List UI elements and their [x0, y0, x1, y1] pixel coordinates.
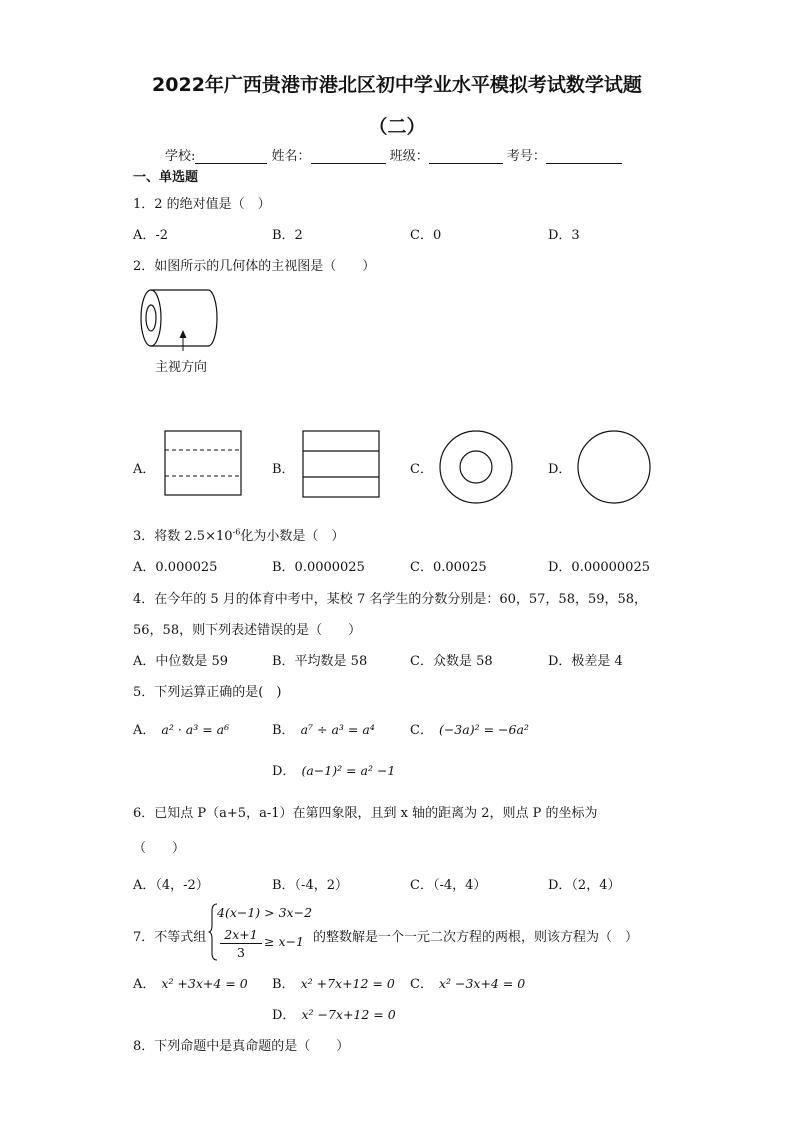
q3-option-b: B．0.0000025	[272, 560, 365, 575]
q2-option-c: C．	[410, 462, 433, 477]
q1-stem: 1．2 的绝对值是（ ）	[133, 197, 271, 212]
q7-option-b	[272, 973, 395, 992]
class-blank[interactable]	[429, 149, 503, 164]
q2-option-d: D．	[548, 462, 572, 477]
q2-option-a-figure	[164, 430, 244, 498]
q7-option-d-label: D．	[272, 1008, 296, 1023]
q3-option-d: D．0.00000025	[548, 560, 650, 575]
q6-option-c: C．（-4，4）	[410, 878, 487, 893]
q3-option-a: A．0.000025	[133, 560, 218, 575]
q3-stem-post: 化为小数是（ ）	[240, 529, 345, 544]
q7-option-a-expr: x² +3x+4 = 0	[161, 976, 248, 991]
school-label: 学校:	[165, 149, 196, 164]
q4-option-d: D．极差是 4	[548, 654, 623, 669]
q4-option-a: A．中位数是 59	[133, 654, 229, 669]
q5-option-a	[133, 719, 229, 738]
q3-stem-pre: 3．将数 2.5×10	[133, 529, 233, 544]
q1-option-a: A．-2	[133, 228, 169, 243]
q5-option-b-expr: a⁷ ÷ a³ = a⁴	[300, 722, 375, 737]
school-blank[interactable]	[195, 149, 267, 164]
q7-option-a	[133, 973, 248, 992]
q2-option-c-figure	[438, 429, 514, 505]
q2-option-b-figure	[302, 430, 382, 500]
q6-option-b: B．（-4，2）	[272, 878, 348, 893]
q7-option-d-expr: x² −7x+12 = 0	[301, 1007, 396, 1022]
q1-option-c: C．0	[410, 228, 442, 243]
q2-stem: 2．如图所示的几何体的主视图是（ ）	[133, 259, 376, 274]
q3-stem	[133, 525, 344, 544]
q5-option-b	[272, 719, 375, 738]
q2-option-a: A．	[133, 462, 156, 477]
q5-option-a-expr: a² · a³ = a⁶	[161, 722, 230, 737]
q6-option-d: D．（2，4）	[548, 878, 621, 893]
q1-option-b: B．2	[272, 228, 303, 243]
number-label: 考号：	[506, 149, 546, 164]
q7-option-c-label: C．	[410, 977, 433, 992]
q5-option-b-label: B．	[272, 723, 295, 738]
q2-option-b: B．	[272, 462, 295, 477]
q7-inequality-1: 4(x−1) > 3x−2	[217, 905, 313, 920]
q5-option-d-label: D．	[272, 764, 296, 779]
q4-option-c: C．众数是 58	[410, 654, 493, 669]
q7-option-b-expr: x² +7x+12 = 0	[300, 976, 395, 991]
paper-title-subtitle: （二）	[368, 116, 426, 138]
q4-stem-line1: 4．在今年的 5 月的体育中考中，某校 7 名学生的分数分别是：60，57，58，59，58，	[133, 592, 648, 607]
q7-stem-prefix: 7．不等式组	[133, 930, 207, 945]
q5-stem: 5．下列运算正确的是( )	[133, 685, 282, 700]
q7-option-b-label: B．	[272, 977, 295, 992]
q5-option-d	[272, 760, 395, 779]
q4-stem-line2: 56，58，则下列表述错误的是（ ）	[133, 623, 362, 638]
q2-cylinder-figure	[136, 285, 226, 353]
q7-option-c-expr: x² −3x+4 = 0	[438, 976, 526, 991]
q1-option-d: D．3	[548, 228, 580, 243]
q3-stem-exponent: -6	[232, 527, 241, 537]
q3-option-c: C．0.00025	[410, 560, 487, 575]
q7-fraction-denominator: 3	[237, 945, 245, 960]
info-line	[165, 145, 622, 164]
paper-title: 2022年广西贵港市港北区初中学业水平模拟考试数学试题	[152, 74, 642, 96]
q7-option-c	[410, 973, 525, 992]
q5-option-c-expr: (−3a)² = −6a²	[438, 722, 529, 737]
q7-option-d	[272, 1004, 396, 1023]
class-label: 班级：	[389, 149, 429, 164]
number-blank[interactable]	[546, 149, 622, 164]
q2-option-d-figure	[576, 429, 652, 505]
q5-option-c-label: C．	[410, 723, 433, 738]
q7-inequality-2-rest: ≥ x−1	[264, 934, 304, 949]
q7-fraction-numerator: 2x+1	[224, 927, 258, 942]
q6-option-a: A．（4，-2）	[133, 878, 209, 893]
q4-option-b: B．平均数是 58	[272, 654, 368, 669]
q6-stem-line1: 6．已知点 P（a+5，a-1）在第四象限，且到 x 轴的距离为 2，则点 P 的坐标为	[133, 806, 598, 821]
q7-option-a-label: A．	[133, 977, 156, 992]
q7-fraction-bar	[220, 943, 262, 944]
q5-option-c	[410, 719, 529, 738]
q8-stem: 8．下列命题中是真命题的是（ ）	[133, 1039, 350, 1054]
name-label: 姓名：	[271, 149, 311, 164]
q5-option-d-expr: (a−1)² = a² −1	[301, 763, 396, 778]
name-blank[interactable]	[311, 149, 386, 164]
section-heading: 一、单选题	[133, 170, 199, 185]
q7-stem-suffix: 的整数解是一个一元二次方程的两根，则该方程为（ ）	[313, 930, 639, 945]
q2-view-direction-label: 主视方向	[155, 360, 208, 375]
q6-stem-line2: （ ）	[133, 841, 186, 856]
q5-option-a-label: A．	[133, 723, 156, 738]
